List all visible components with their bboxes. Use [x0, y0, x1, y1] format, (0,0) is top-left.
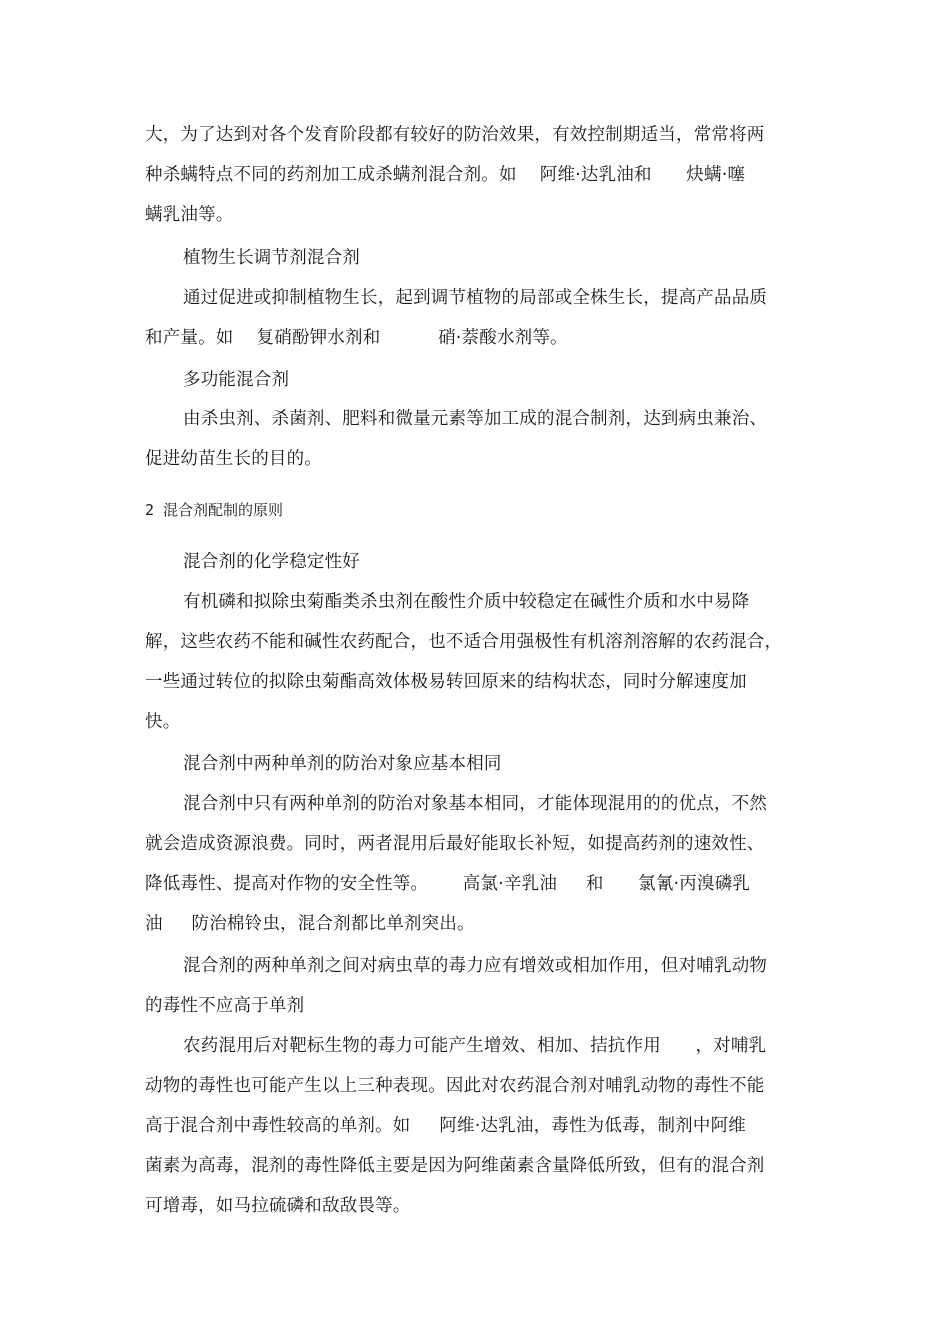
subheading: 多功能混合剂 [183, 370, 290, 390]
paragraph-line: 种杀螨特点不同的药剂加工成杀螨剂混合剂。如 阿维·达乳油和 炔螨·噻 [145, 165, 746, 185]
subheading: 混合剂的两种单剂之间对病虫草的毒力应有增效或相加作用，但对哺乳动物 [183, 956, 768, 976]
paragraph-line: 降低毒性、提高对作物的安全性等。 高氯·辛乳油 和 氯氰·丙溴磷乳 [145, 874, 751, 894]
paragraph-line: 通过促进或抑制植物生长，起到调节植物的局部或全株生长，提高产品品质 [183, 288, 768, 308]
paragraph-line: 和产量。如 复硝酚钾水剂和 硝·萘酸水剂等。 [145, 328, 568, 348]
subheading: 植物生长调节剂混合剂 [183, 248, 360, 268]
paragraph-line: 就会造成资源浪费。同时，两者混用后最好能取长补短，如提高药剂的速效性、 [145, 834, 765, 854]
paragraph-line: 促进幼苗生长的目的。 [145, 449, 322, 469]
paragraph-line: 农药混用后对靶标生物的毒力可能产生增效、相加、拮抗作用 ，对哺乳 [183, 1036, 767, 1056]
paragraph-line: 螨乳油等。 [145, 205, 234, 225]
subheading: 混合剂中两种单剂的防治对象应基本相同 [183, 754, 502, 774]
paragraph-line: 油 防治棉铃虫，混合剂都比单剂突出。 [145, 914, 475, 934]
paragraph-line: 混合剂中只有两种单剂的防治对象基本相同，才能体现混用的的优点，不然 [183, 794, 768, 814]
paragraph-line: 大，为了达到对各个发育阶段都有较好的防治效果，有效控制期适当，常常将两 [145, 125, 765, 145]
paragraph-line: 高于混合剂中毒性较高的单剂。如 阿维·达乳油，毒性为低毒，制剂中阿维 [145, 1116, 746, 1136]
section-heading: 2 混合剂配制的原则 [145, 501, 284, 519]
paragraph-line: 有机磷和拟除虫菊酯类杀虫剂在酸性介质中较稳定在碱性介质和水中易降 [183, 592, 750, 612]
paragraph-line: 动物的毒性也可能产生以上三种表现。因此对农药混合剂对哺乳动物的毒性不能 [145, 1076, 765, 1096]
paragraph-line: 一些通过转位的拟除虫菊酯高效体极易转回原来的结构状态，同时分解速度加 [145, 672, 747, 692]
subheading: 混合剂的化学稳定性好 [183, 552, 360, 572]
paragraph-line: 可增毒，如马拉硫磷和敌敌畏等。 [145, 1196, 411, 1216]
paragraph-line: 由杀虫剂、杀菌剂、肥料和微量元素等加工成的混合制剂，达到病虫兼治、 [183, 409, 768, 429]
paragraph-line: 快。 [145, 712, 181, 732]
paragraph-line: 菌素为高毒，混剂的毒性降低主要是因为阿维菌素含量降低所致，但有的混合剂 [145, 1156, 765, 1176]
paragraph-line: 解，这些农药不能和碱性农药配合，也不适合用强极性有机溶剂溶解的农药混合， [145, 632, 783, 652]
subheading: 的毒性不应高于单剂 [145, 996, 305, 1016]
